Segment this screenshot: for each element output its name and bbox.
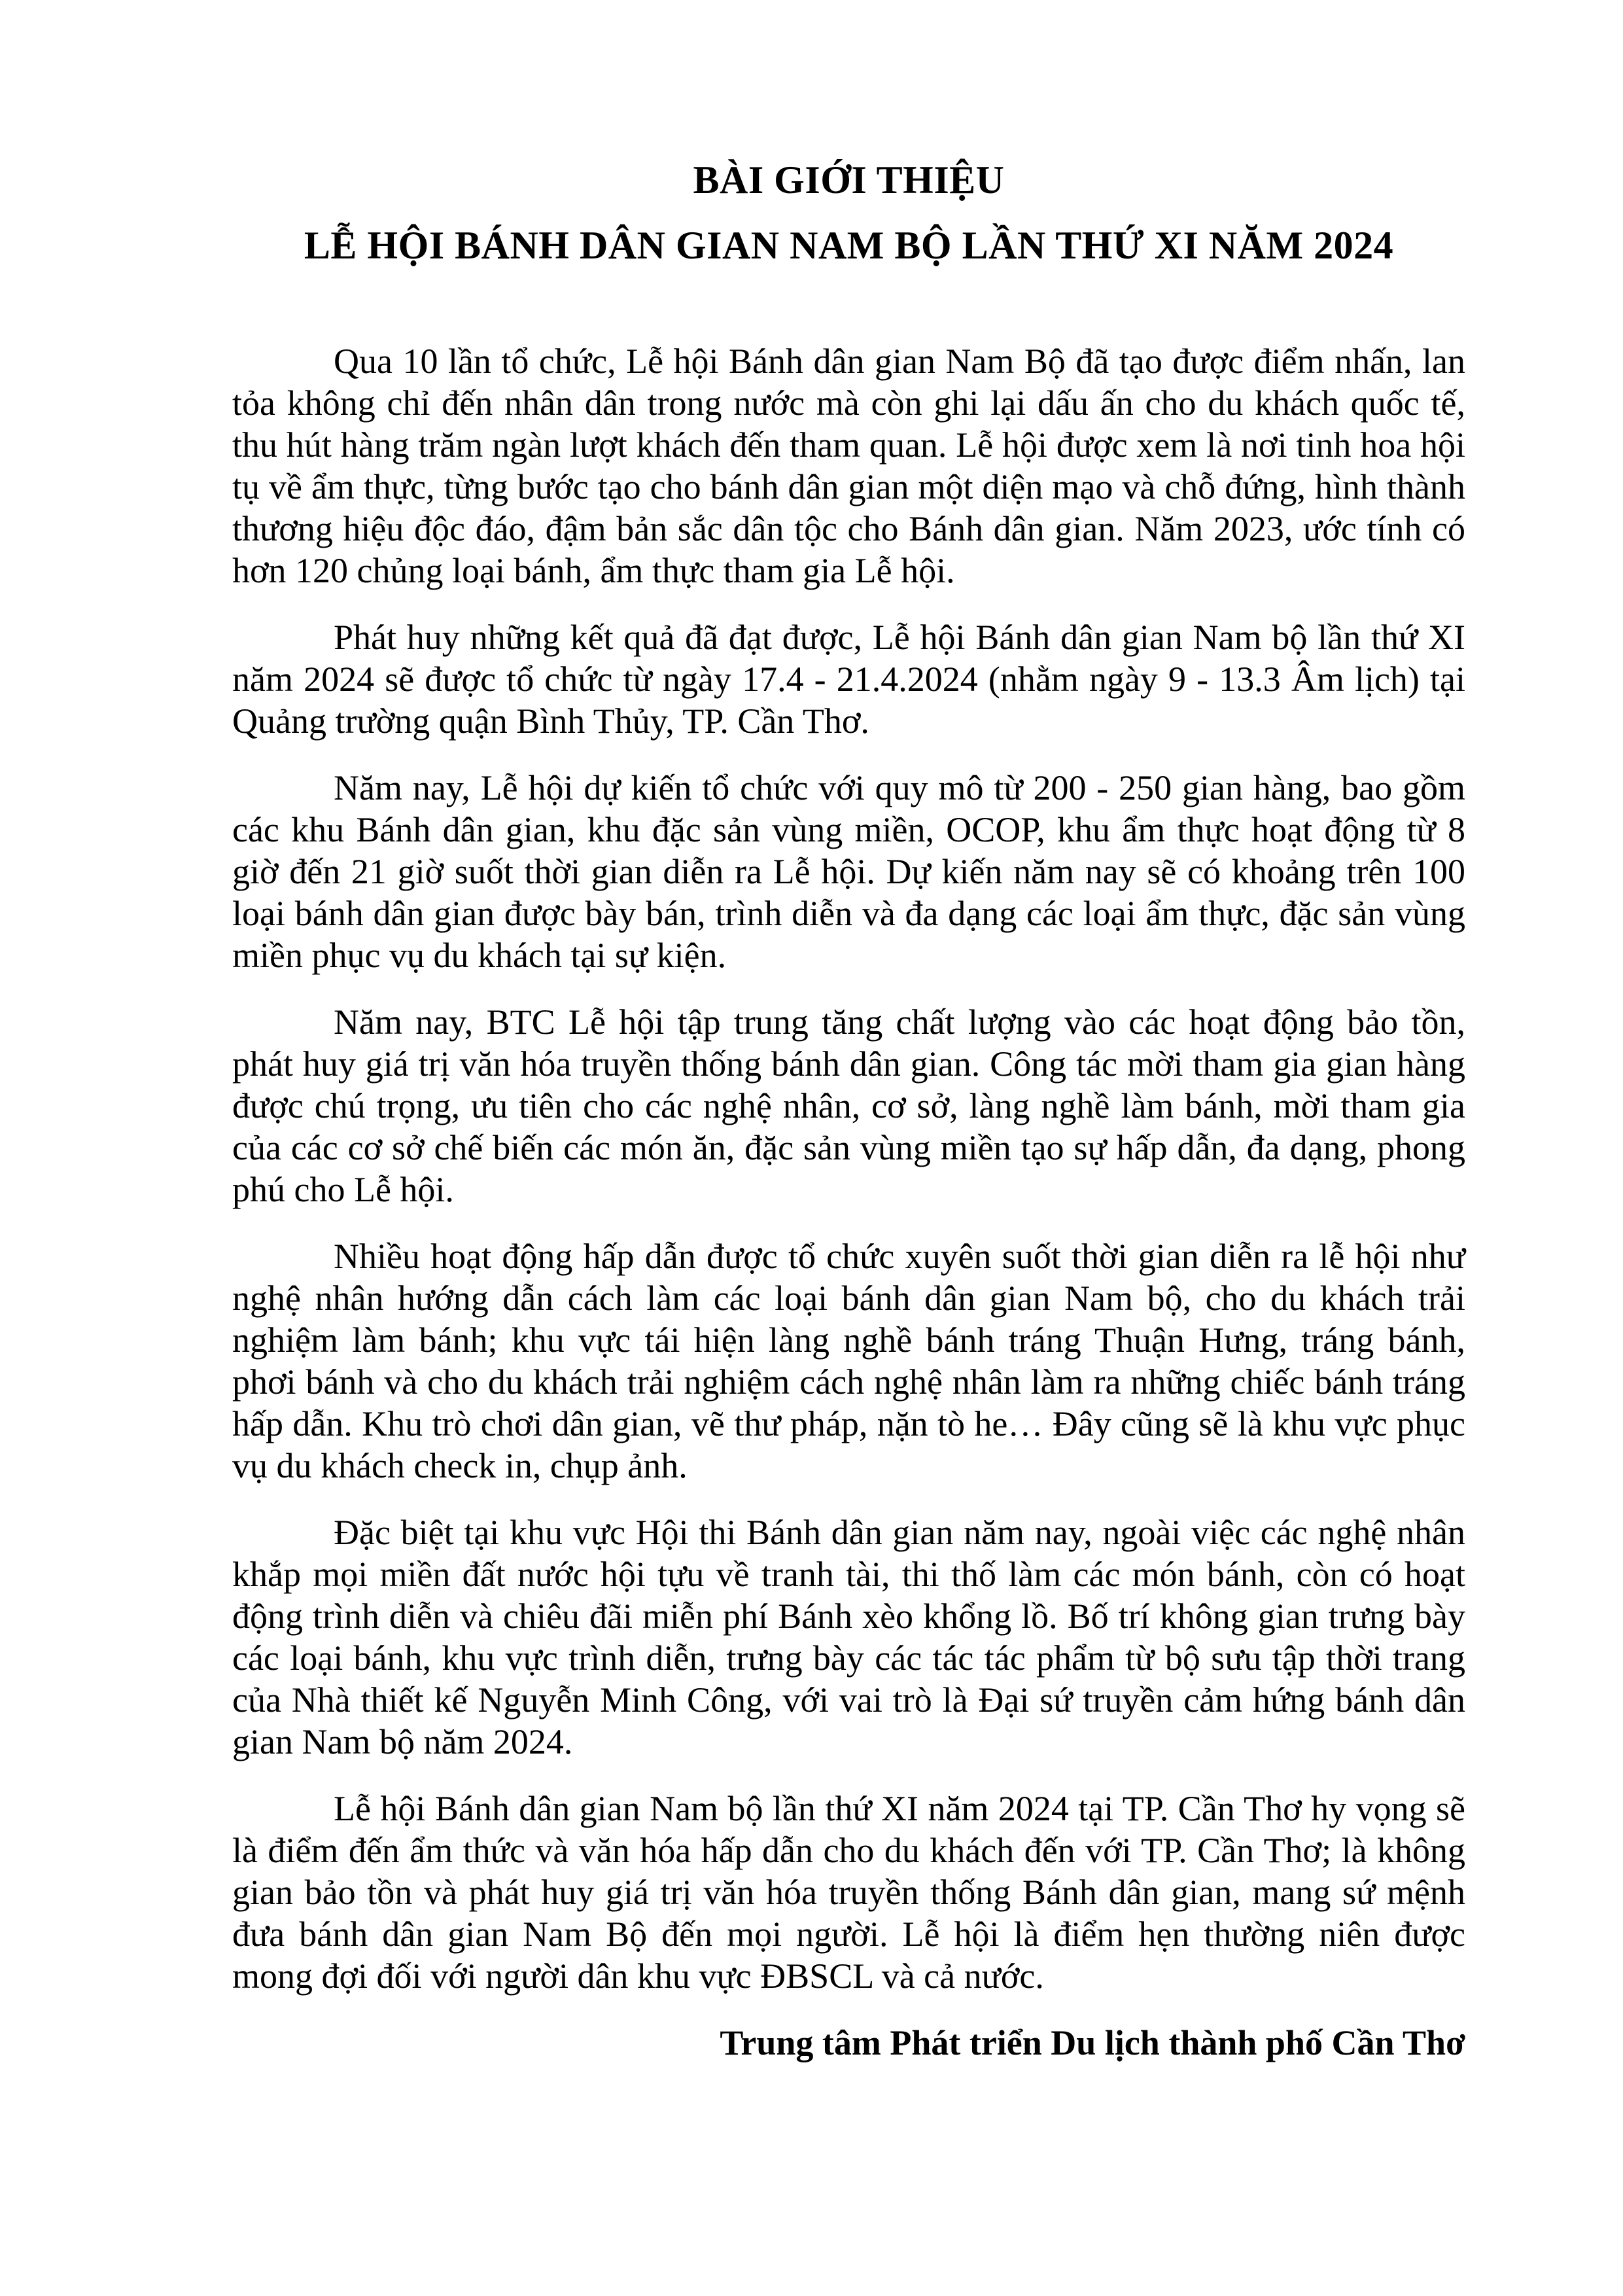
page-subtitle: LỄ HỘI BÁNH DÂN GIAN NAM BỘ LẦN THỨ XI NĂM 2024 (304, 224, 1394, 267)
body-paragraph: Năm nay, BTC Lễ hội tập trung tăng chất lượng vào các hoạt động bảo tồn, phát huy giá trị văn hóa truyền thống bánh dân gian. Công tác mời tham gia gian hàng được chú trọng, ưu tiên cho các nghệ nhân, cơ sở, làng nghề làm bánh, mời tham gia của các cơ sở chế biến các món ăn, đặc sản vùng miền tạo sự hấp dẫn, đa dạng, phong phú cho Lễ hội. (232, 1002, 1465, 1209)
document-content (232, 0, 1465, 2064)
page-title: BÀI GIỚI THIỆU (693, 158, 1005, 202)
signature: Trung tâm Phát triển Du lịch thành phố Cần Thơ (720, 2023, 1465, 2062)
body-paragraph: Nhiều hoạt động hấp dẫn được tổ chức xuyên suốt thời gian diễn ra lễ hội như nghệ nhân hướng dẫn cách làm các loại bánh dân gian Nam bộ, cho du khách trải nghiệm làm bánh; khu vực tái hiện làng nghề bánh tráng Thuận Hưng, tráng bánh, phơi bánh và cho du khách trải nghiệm cách nghệ nhân làm ra những chiếc bánh tráng hấp dẫn. Khu trò chơi dân gian, vẽ thư pháp, nặn tò he… Đây cũng sẽ là khu vực phục vụ du khách check in, chụp ảnh. (232, 1237, 1465, 1485)
document-footer (232, 2022, 1465, 2064)
body-paragraph: Qua 10 lần tổ chức, Lễ hội Bánh dân gian Nam Bộ đã tạo được điểm nhấn, lan tỏa không chỉ đến nhân dân trong nước mà còn ghi lại dấu ấn cho du khách quốc tế, thu hút hàng trăm ngàn lượt khách đến tham quan. Lễ hội được xem là nơi tinh hoa hội tụ về ẩm thực, từng bước tạo cho bánh dân gian một diện mạo và chỗ đứng, hình thành thương hiệu độc đáo, đậm bản sắc dân tộc cho Bánh dân gian. Năm 2023, ước tính có hơn 120 chủng loại bánh, ẩm thực tham gia Lễ hội. (232, 342, 1465, 590)
document-body (232, 340, 1465, 1997)
body-paragraph: Phát huy những kết quả đã đạt được, Lễ hội Bánh dân gian Nam bộ lần thứ XI năm 2024 sẽ được tổ chức từ ngày 17.4 - 21.4.2024 (nhằm ngày 9 - 13.3 Âm lịch) tại Quảng trường quận Bình Thủy, TP. Cần Thơ. (232, 618, 1465, 741)
document-header (232, 147, 1465, 278)
body-paragraph: Năm nay, Lễ hội dự kiến tổ chức với quy mô từ 200 - 250 gian hàng, bao gồm các khu Bánh dân gian, khu đặc sản vùng miền, OCOP, khu ẩm thực hoạt động từ 8 giờ đến 21 giờ suốt thời gian diễn ra Lễ hội. Dự kiến năm nay sẽ có khoảng trên 100 loại bánh dân gian được bày bán, trình diễn và đa dạng các loại ẩm thực, đặc sản vùng miền phục vụ du khách tại sự kiện. (232, 768, 1465, 975)
body-paragraph: Lễ hội Bánh dân gian Nam bộ lần thứ XI năm 2024 tại TP. Cần Thơ hy vọng sẽ là điểm đến ẩm thức và văn hóa hấp dẫn cho du khách đến với TP. Cần Thơ; là không gian bảo tồn và phát huy giá trị văn hóa truyền thống Bánh dân gian, mang sứ mệnh đưa bánh dân gian Nam Bộ đến mọi người. Lễ hội là điểm hẹn thường niên được mong đợi đối với người dân khu vực ĐBSCL và cả nước. (232, 1789, 1465, 1996)
body-paragraph: Đặc biệt tại khu vực Hội thi Bánh dân gian năm nay, ngoài việc các nghệ nhân khắp mọi miền đất nước hội tựu về tranh tài, thi thố làm các món bánh, còn có hoạt động trình diễn và chiêu đãi miễn phí Bánh xèo khổng lồ. Bố trí không gian trưng bày các loại bánh, khu vực trình diễn, trưng bày các tác tác phẩm từ bộ sưu tập thời trang của Nhà thiết kế Nguyễn Minh Công, với vai trò là Đại sứ truyền cảm hứng bánh dân gian Nam bộ năm 2024. (232, 1513, 1465, 1761)
